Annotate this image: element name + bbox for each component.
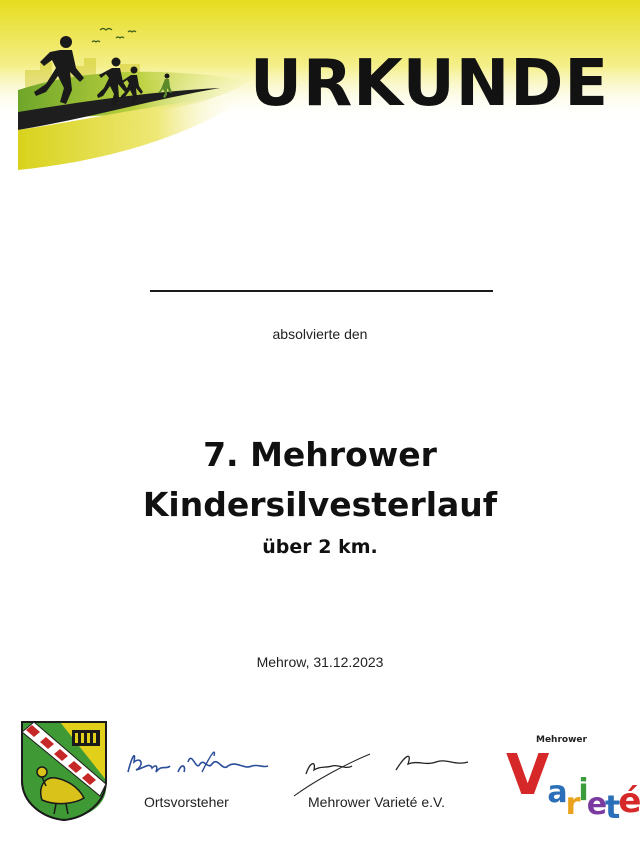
variete-logo-letter: t — [605, 788, 619, 826]
variete-logo-letter: a — [547, 775, 566, 810]
variete-logo-letter: e — [586, 787, 606, 822]
variete-logo-letter: r — [565, 787, 579, 822]
place-and-date: Mehrow, 31.12.2023 — [256, 654, 384, 670]
variete-logo — [506, 743, 640, 826]
signature-ortsvorsteher — [122, 742, 272, 784]
name-signature-line — [150, 290, 493, 292]
certificate-title: URKUNDE — [250, 47, 610, 121]
variete-logo-letter: i — [578, 773, 587, 808]
role-ortsvorsteher: Ortsvorsteher — [144, 794, 229, 810]
event-title — [0, 430, 640, 530]
event-title-line-2: Kindersilvesterlauf — [142, 485, 498, 524]
intro-text: absolvierte den — [272, 326, 368, 342]
coat-of-arms-icon — [20, 720, 108, 822]
variete-logo-letter: V — [506, 743, 548, 808]
variete-logo-small-text: Mehrower — [536, 735, 587, 745]
event-distance: über 2 km. — [262, 536, 378, 558]
event-title-line-1: 7. Mehrower — [203, 435, 437, 474]
signature-variete — [286, 740, 486, 800]
role-variete: Mehrower Varieté e.V. — [308, 794, 445, 810]
variete-logo-letter: é — [618, 781, 640, 821]
